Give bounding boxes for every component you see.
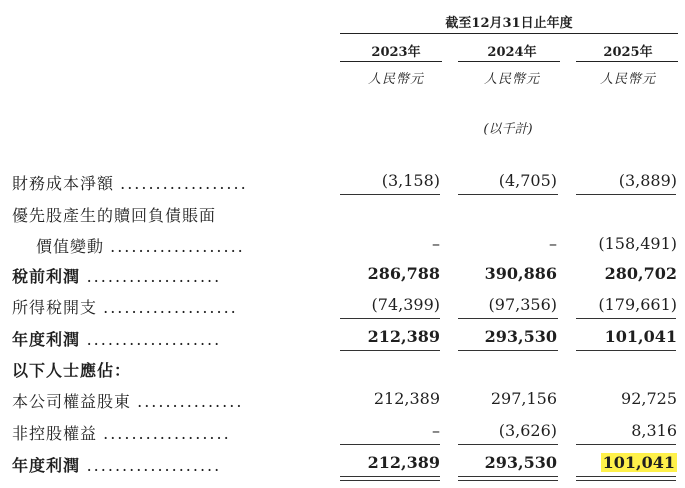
- pbt-2024: 390,886: [484, 264, 557, 283]
- currency-2024: 人民幣元: [483, 72, 540, 87]
- nci-2025: 8,316: [631, 421, 677, 440]
- value-change-2023: –: [432, 234, 440, 253]
- pbt-2023: 286,788: [367, 264, 440, 283]
- rule: [340, 318, 440, 319]
- pbt-2025: 280,702: [604, 264, 677, 283]
- double-rule: [576, 476, 676, 481]
- currency-2023: 人民幣元: [367, 72, 424, 87]
- value-change-2025: (158,491): [598, 234, 677, 253]
- double-rule: [458, 476, 558, 481]
- rule: [458, 318, 558, 319]
- currency-2025: 人民幣元: [599, 72, 656, 87]
- rule: [340, 350, 440, 351]
- value-change-2024: –: [549, 234, 557, 253]
- nci-2024: (3,626): [498, 421, 557, 440]
- total-2025: [567, 453, 677, 472]
- double-rule: [340, 476, 440, 481]
- nci-2023: –: [432, 421, 440, 440]
- profit-2024: 293,530: [484, 327, 557, 346]
- row-label-profit-total: 年度利潤 ...................: [12, 456, 222, 475]
- rule: [458, 194, 558, 195]
- rule: [458, 444, 558, 445]
- header-rule: [340, 33, 678, 34]
- rule: [576, 194, 676, 195]
- year-rule-2025: [576, 61, 678, 62]
- row-label-income-tax: 所得稅開支 ...................: [12, 298, 238, 317]
- row-label-attributable-to: 以下人士應佔：: [12, 361, 132, 380]
- row-label-value-change: 價值變動 ...................: [36, 237, 245, 256]
- equity-2025: 92,725: [621, 389, 677, 408]
- year-rule-2023: [340, 61, 442, 62]
- row-label-profit-before-tax: 稅前利潤 ...................: [12, 267, 222, 286]
- equity-2023: 212,389: [373, 389, 440, 408]
- row-label-profit-for-year: 年度利潤 ...................: [12, 330, 222, 349]
- row-label-non-controlling: 非控股權益 ..................: [12, 424, 231, 443]
- profit-2025: 101,041: [604, 327, 677, 346]
- highlight-mark: 101,041: [602, 453, 675, 472]
- unit-note: (以千計): [483, 122, 533, 137]
- equity-2024: 297,156: [490, 389, 557, 408]
- year-rule-2024: [458, 61, 560, 62]
- rule: [340, 194, 440, 195]
- year-2024: 2024年: [487, 45, 537, 60]
- row-label-finance-cost: 財務成本淨額 ..................: [12, 174, 248, 193]
- total-2024: 293,530: [484, 453, 557, 472]
- rule: [576, 350, 676, 351]
- tax-2023: (74,399): [371, 295, 440, 314]
- profit-2023: 212,389: [367, 327, 440, 346]
- tax-2025: (179,661): [598, 295, 677, 314]
- period-header: 截至12月31日止年度: [445, 16, 573, 31]
- total-2023: 212,389: [367, 453, 440, 472]
- finance-cost-2024: (4,705): [498, 171, 557, 190]
- rule: [458, 350, 558, 351]
- row-label-preferred-shares: 優先股產生的贖回負債賬面: [12, 206, 217, 225]
- rule: [576, 444, 676, 445]
- rule: [576, 318, 676, 319]
- year-2023: 2023年: [371, 45, 421, 60]
- tax-2024: (97,356): [488, 295, 557, 314]
- finance-cost-2025: (3,889): [618, 171, 677, 190]
- year-2025: 2025年: [603, 45, 653, 60]
- finance-cost-2023: (3,158): [381, 171, 440, 190]
- rule: [340, 444, 440, 445]
- row-label-equity-shareholders: 本公司權益股東 ...............: [12, 392, 244, 411]
